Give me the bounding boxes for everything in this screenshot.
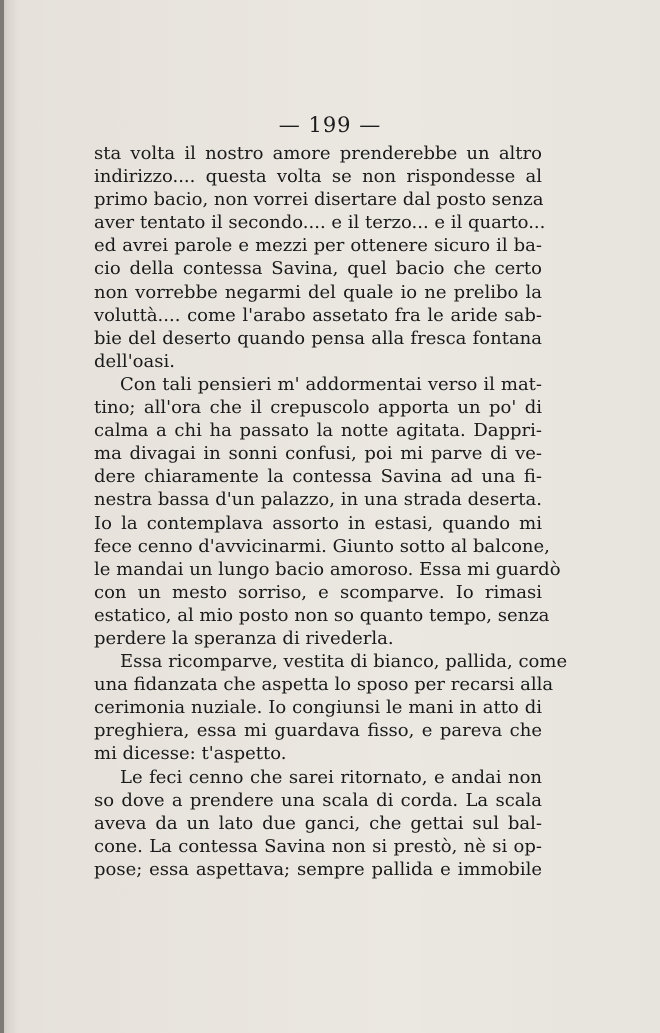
text-line: ed avrei parole e mezzi per ottenere sicuro il ba- [94, 235, 542, 257]
text-line: preghiera, essa mi guardava fisso, e pareva che [94, 720, 542, 742]
text-line: con un mesto sorriso, e scomparve. Io rimasi [94, 581, 542, 603]
text-line: so dove a prendere una scala di corda. La scala [94, 789, 542, 811]
text-line: una fidanzata che aspetta lo sposo per recarsi alla [94, 674, 554, 696]
text-line: Essa ricomparve, vestita di bianco, pallida, come [120, 651, 568, 673]
text-line: indirizzo.... questa volta se non rispondesse al [94, 166, 542, 188]
page-number: — 199 — [278, 113, 382, 137]
text-line: aveva da un lato due ganci, che gettai sul bal- [94, 812, 542, 834]
text-line: cio della contessa Savina, quel bacio che certo [94, 258, 542, 280]
text-line: primo bacio, non vorrei disertare dal posto senza [94, 189, 544, 211]
text-line: cone. La contessa Savina non si prestò, nè si op- [94, 835, 542, 857]
text-line: tino; all'ora che il crepuscolo apporta un po' di [94, 397, 542, 419]
text-line: Io la contemplava assorto in estasi, quando mi [94, 512, 542, 534]
body-text [94, 142, 568, 881]
text-line: ma divagai in sonni confusi, poi mi parve di ve- [94, 443, 542, 465]
text-line: calma a chi ha passato la notte agitata. Dappri- [94, 420, 542, 442]
text-line: bie del deserto quando pensa alla fresca fontana [94, 327, 542, 349]
text-line: dere chiaramente la contessa Savina ad una fi- [94, 466, 542, 488]
text-line: non vorrebbe negarmi del quale io ne prelibo la [94, 281, 542, 303]
text-line: dell'oasi. [94, 350, 175, 372]
text-line: Con tali pensieri m' addormentai verso il mat- [120, 373, 542, 395]
text-line: sta volta il nostro amore prenderebbe un altro [94, 143, 542, 164]
text-line: le mandai un lungo bacio amoroso. Essa mi guardò [94, 558, 561, 580]
text-line: voluttà.... come l'arabo assetato fra le aride sab- [94, 304, 542, 326]
text-line: perdere la speranza di rivederla. [94, 627, 394, 649]
text-line: fece cenno d'avvicinarmi. Giunto sotto al balcone, [94, 535, 550, 557]
page-spine-edge [0, 0, 4, 1033]
text-line: mi dicesse: t'aspetto. [94, 743, 287, 765]
text-line: cerimonia nuziale. Io congiunsi le mani in atto di [94, 697, 542, 719]
text-line: pose; essa aspettava; sempre pallida e immobile [94, 858, 542, 880]
text-line: aver tentato il secondo.... e il terzo... e il quarto... [94, 212, 546, 234]
text-line: nestra bassa d'un palazzo, in una strada deserta. [94, 489, 542, 511]
text-line: Le feci cenno che sarei ritornato, e andai non [120, 766, 542, 788]
text-line: estatico, al mio posto non so quanto tempo, senza [94, 604, 550, 626]
